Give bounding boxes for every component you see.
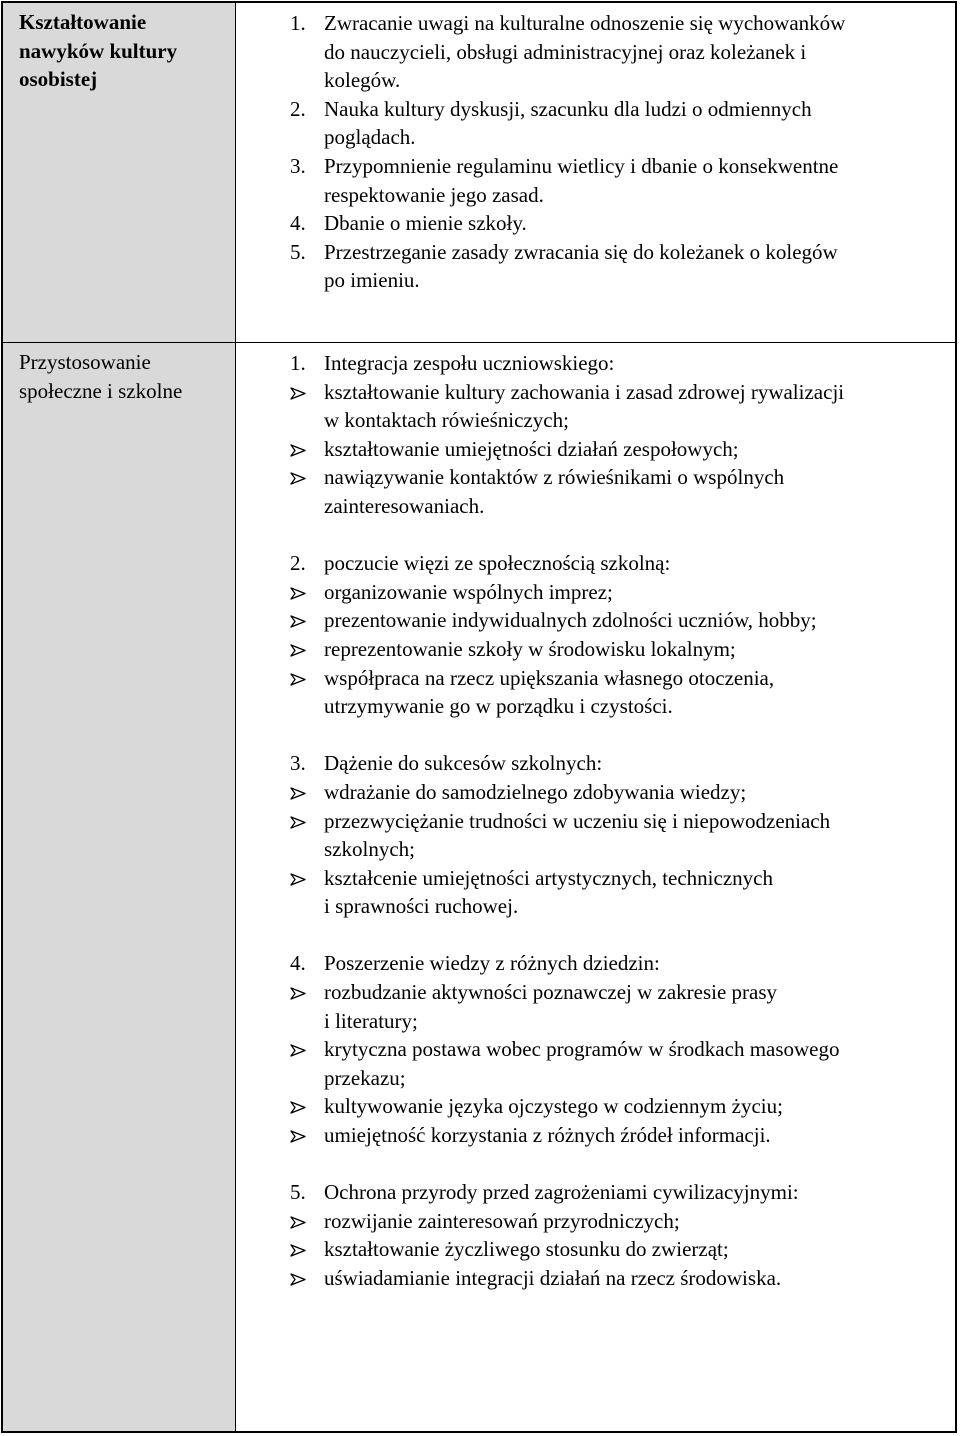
bullet-item [290, 606, 945, 635]
bullet-text-line: reprezentowanie szkoły w środowisku lokalnym; [324, 636, 736, 661]
section-title: poczucie więzi ze społecznością szkolną: [324, 551, 671, 576]
item-number: 3. [290, 153, 306, 178]
section [290, 1178, 945, 1292]
list-item [290, 9, 945, 95]
row-content-social-adaptation [238, 343, 955, 1431]
item-text-line: Dbanie o mienie szkoły. [324, 211, 527, 236]
header-line: nawyków kultury [19, 38, 178, 63]
section-heading [290, 749, 945, 778]
bullet-text-line: prezentowanie indywidualnych zdolności uczniów, hobby; [324, 608, 817, 633]
arrow-bullet-icon [290, 1273, 306, 1286]
section-title: Ochrona przyrody przed zagrożeniami cywilizacyjnymi: [324, 1180, 799, 1205]
item-text-line: do nauczycieli, obsługi administracyjnej oraz koleżanek i [324, 39, 807, 64]
item-number: 2. [290, 96, 306, 121]
arrow-bullet-icon [290, 1044, 306, 1057]
section-title: Integracja zespołu uczniowskiego: [324, 351, 615, 375]
section [290, 549, 945, 721]
list-item [290, 152, 945, 209]
bullet-item [290, 807, 945, 864]
arrow-bullet-icon [290, 444, 306, 457]
bullet-text-line: kształtowanie kultury zachowania i zasad zdrowej rywalizacji [324, 379, 845, 404]
item-text-line: poglądach. [324, 125, 416, 150]
header-line: Kształtowanie [19, 10, 147, 34]
item-text-line: Zwracanie uwagi na kulturalne odnoszenie się wychowanków [324, 11, 846, 35]
item-text-line: Przestrzeganie zasady zwracania się do koleżanek o kolegów [324, 239, 838, 264]
bullet-text-line: uświadamianie integracji działań na rzecz środowiska. [324, 1266, 782, 1290]
bullet-text-line: rozwijanie zainteresowań przyrodniczych; [324, 1208, 680, 1233]
arrow-bullet-icon [290, 1101, 306, 1114]
bullet-text-line: kultywowanie języka ojczystego w codziennym życiu; [324, 1094, 783, 1119]
arrow-bullet-icon [290, 472, 306, 485]
header-line: osobistej [19, 67, 98, 92]
section-heading [290, 949, 945, 978]
arrow-bullet-icon [290, 987, 306, 1000]
bullet-text-line: kształtowanie umiejętności działań zespołowych; [324, 436, 739, 461]
bullet-text-line: zainteresowaniach. [324, 493, 485, 518]
section-heading [290, 349, 945, 378]
item-text-line: po imieniu. [324, 268, 420, 293]
document-table [1, 1, 957, 1433]
arrow-bullet-icon [290, 1244, 306, 1257]
bullet-item [290, 635, 945, 664]
section-heading [290, 1178, 945, 1207]
section-number: 1. [290, 351, 306, 375]
section [290, 349, 945, 521]
section-title: Poszerzenie wiedzy z różnych dziedzin: [324, 951, 660, 976]
bullet-text-line: krytyczna postawa wobec programów w środkach masowego [324, 1037, 840, 1062]
item-text-line: Nauka kultury dyskusji, szacunku dla ludzi o odmiennych [324, 96, 812, 121]
section-title: Dążenie do sukcesów szkolnych: [324, 751, 603, 776]
bullet-text-line: i literatury; [324, 1008, 418, 1033]
row-header-culture-habits [3, 3, 236, 342]
bullet-item [290, 578, 945, 607]
bullet-text-line: i sprawności ruchowej. [324, 894, 519, 919]
row-header-social-adaptation [3, 343, 236, 1431]
bullet-item [290, 864, 945, 921]
item-text-line: kolegów. [324, 68, 401, 93]
bullet-text-line: kształtowanie życzliwego stosunku do zwierząt; [324, 1237, 729, 1262]
bullet-item [290, 978, 945, 1035]
arrow-bullet-icon [290, 615, 306, 628]
bullet-text-line: kształcenie umiejętności artystycznych, technicznych [324, 865, 773, 890]
bullet-item [290, 378, 945, 435]
arrow-bullet-icon [290, 644, 306, 657]
arrow-bullet-icon [290, 587, 306, 600]
bullet-item [290, 778, 945, 807]
bullet-item [290, 1207, 945, 1236]
item-text-line: Przypomnienie regulaminu wietlicy i dbanie o konsekwentne [324, 153, 839, 178]
arrow-bullet-icon [290, 387, 306, 400]
bullet-item [290, 435, 945, 464]
section [290, 949, 945, 1149]
bullet-item [290, 1235, 945, 1264]
arrow-bullet-icon [290, 1216, 306, 1229]
list-item [290, 209, 945, 238]
section-number: 5. [290, 1180, 306, 1205]
bullet-text-line: współpraca na rzecz upiększania własnego otoczenia, [324, 665, 775, 690]
list-item [290, 95, 945, 152]
arrow-bullet-icon [290, 673, 306, 686]
bullet-item [290, 463, 945, 520]
bullet-text-line: w kontaktach rówieśniczych; [324, 408, 569, 433]
header-line: społeczne i szkolne [19, 378, 183, 403]
bullet-text-line: przezwyciężanie trudności w uczeniu się i niepowodzeniach [324, 808, 831, 833]
bullet-item [290, 1264, 945, 1293]
bullet-item [290, 1092, 945, 1121]
bullet-text-line: utrzymywanie go w porządku i czystości. [324, 694, 673, 719]
bullet-text-line: przekazu; [324, 1065, 406, 1090]
header-line: Przystosowanie [19, 350, 151, 374]
arrow-bullet-icon [290, 873, 306, 886]
item-text-line: respektowanie jego zasad. [324, 182, 544, 207]
bullet-item [290, 664, 945, 721]
list-item [290, 238, 945, 295]
section [290, 749, 945, 921]
bullet-item [290, 1121, 945, 1150]
bullet-text-line: umiejętność korzystania z różnych źródeł informacji. [324, 1123, 771, 1148]
item-number: 4. [290, 211, 306, 236]
section-number: 2. [290, 551, 306, 576]
table-row [3, 3, 955, 343]
bullet-text-line: rozbudzanie aktywności poznawczej w zakresie prasy [324, 980, 778, 1005]
table-row [3, 343, 955, 1431]
row-content-culture-habits [238, 3, 955, 342]
item-number: 5. [290, 239, 306, 264]
section-number: 4. [290, 951, 306, 976]
bullet-item [290, 1035, 945, 1092]
arrow-bullet-icon [290, 1130, 306, 1143]
item-number: 1. [290, 11, 306, 35]
bullet-text-line: szkolnych; [324, 837, 415, 862]
bullet-text-line: organizowanie wspólnych imprez; [324, 579, 613, 604]
section-number: 3. [290, 751, 306, 776]
bullet-text-line: wdrażanie do samodzielnego zdobywania wiedzy; [324, 779, 747, 804]
section-heading [290, 549, 945, 578]
bullet-text-line: nawiązywanie kontaktów z rówieśnikami o wspólnych [324, 465, 785, 490]
arrow-bullet-icon [290, 787, 306, 800]
arrow-bullet-icon [290, 816, 306, 829]
